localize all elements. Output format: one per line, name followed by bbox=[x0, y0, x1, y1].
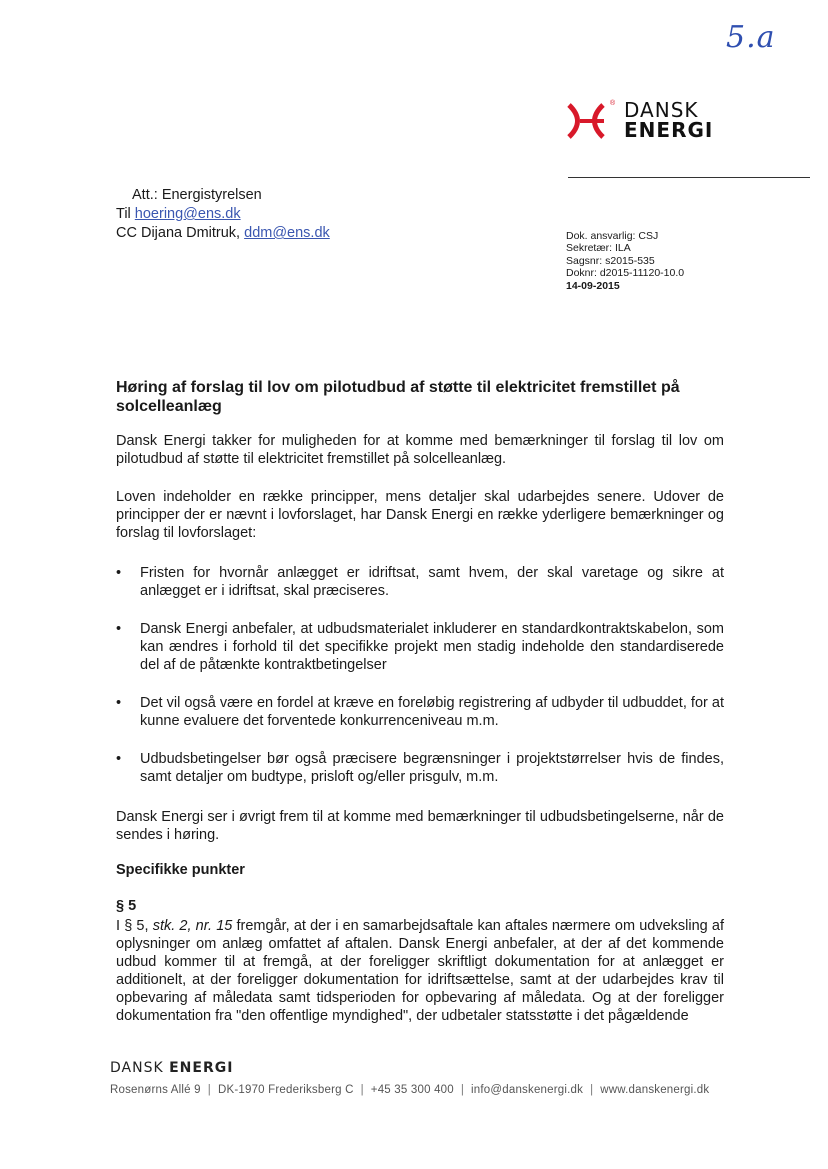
list-item bbox=[116, 564, 724, 600]
to-email-link[interactable]: hoering@ens.dk bbox=[134, 206, 241, 222]
to-label: Til bbox=[116, 206, 131, 222]
section-5-ref-prefix: I § 5, bbox=[116, 918, 153, 934]
list-item-text: Det vil også være en fordel at kræve en foreløbig registrering af udbyder til udbuddet, for at kunne evaluere det forventede konkurrenceniveau m.m. bbox=[140, 695, 724, 729]
bullet-icon: • bbox=[116, 565, 122, 581]
footer-web-link[interactable]: www.danskenergi.dk bbox=[600, 1084, 710, 1096]
list-item-text: Fristen for hvornår anlægget er idriftsat, samt hvem, der skal varetage og sikre at anlægget er i idriftsat, skal præciseres. bbox=[140, 565, 724, 599]
logo-text-line1: DANSK bbox=[624, 98, 699, 122]
footer-street: Rosenørns Allé 9 bbox=[110, 1084, 201, 1096]
dansk-energi-logo bbox=[566, 98, 716, 146]
logo-text-line2: ENERGI bbox=[624, 118, 714, 142]
section-5-ref-italic: stk. 2, nr. 15 bbox=[152, 918, 233, 934]
bullet-icon: • bbox=[116, 621, 122, 637]
principles-paragraph: Loven indeholder en række principper, mens detaljer skal udarbejdes senere. Udover de principper der er nævnt i lovforslaget, har Dansk Energi en række yderligere bemærkninger og forslag til lovforslaget: bbox=[116, 489, 724, 541]
footer-brand-bold: ENERGI bbox=[169, 1060, 234, 1076]
recommendation-list bbox=[116, 564, 724, 794]
footer-separator: | bbox=[460, 1084, 465, 1096]
footer-separator: | bbox=[360, 1084, 364, 1096]
footer-separator: | bbox=[207, 1084, 211, 1096]
specific-points-heading: Specifikke punkter bbox=[116, 862, 245, 878]
section-5-text: fremgår, at der i en samarbejdsaftale kan aftales nærmere om udveksling af oplysninger om anlæg omfattet af aftalen. Dansk Energi anbefaler, at der af det kommende udbud kommer til at fremgå, at der foreligger skriftligt dokumentation for at anlægget er additionelt, at der foreligger dokumentation for idriftsættelse, samt at der udarbejdes krav til opbevaring af måledata samt tidsperioden for opbevaring af måledata. Og at der foreligger dokumentation fra "den offentlige myndighed", der udbetaler statsstøtte i det pågældende bbox=[116, 918, 724, 1024]
handwritten-page-mark: 5.a bbox=[726, 20, 776, 55]
meta-responsible: Dok. ansvarlig: CSJ bbox=[566, 230, 659, 242]
intro-paragraph: Dansk Energi takker for muligheden for at komme med bemærkninger til forslag til lov om pilotudbud af støtte til elektricitet fremstillet på solcelleanlæg. bbox=[116, 433, 724, 467]
logo-mark-icon bbox=[566, 102, 606, 140]
header-rule bbox=[568, 177, 810, 178]
bullet-icon: • bbox=[116, 695, 122, 711]
attention-line: Att.: Energistyrelsen bbox=[132, 187, 262, 203]
cc-label: CC Dijana Dmitruk, bbox=[116, 225, 241, 241]
cc-email-link[interactable]: ddm@ens.dk bbox=[244, 225, 330, 241]
list-item bbox=[116, 694, 724, 730]
section-5-heading: § 5 bbox=[116, 898, 137, 914]
footer-brand-light: DANSK bbox=[110, 1060, 170, 1076]
closing-paragraph: Dansk Energi ser i øvrigt frem til at komme med bemærkninger til udbudsbetingelserne, når de sendes i høring. bbox=[116, 809, 724, 843]
meta-secretary: Sekretær: ILA bbox=[566, 242, 631, 255]
cc-line bbox=[116, 224, 330, 243]
list-item-text: Udbudsbetingelser bør også præcisere begrænsninger i projektstørrelser hvis de findes, samt detaljer om budtype, prisloft og/eller prisgulv, m.m. bbox=[140, 751, 724, 785]
footer-brand bbox=[110, 1060, 233, 1076]
to-line bbox=[116, 205, 330, 224]
document-title: Høring af forslag til lov om pilotudbud af støtte til elektricitet fremstillet på solcelleanlæg bbox=[116, 379, 680, 415]
meta-case-number: Sagsnr: s2015-535 bbox=[566, 254, 655, 267]
footer-phone: +45 35 300 400 bbox=[370, 1084, 454, 1096]
footer-contact-line bbox=[110, 1084, 709, 1096]
registered-mark: ® bbox=[610, 100, 616, 107]
section-5-paragraph bbox=[116, 917, 724, 1025]
footer-separator: | bbox=[590, 1084, 594, 1096]
recipient-block bbox=[116, 186, 330, 243]
footer-city: DK-1970 Frederiksberg C bbox=[217, 1084, 354, 1096]
meta-document-number: Doknr: d2015-11120-10.0 bbox=[566, 267, 685, 280]
list-item-text: Dansk Energi anbefaler, at udbudsmaterialet inkluderer en standardkontraktskabelon, som kan ændres i forhold til det specifikke projekt men stadig indeholde den standardiserede del af de påtænkte kontraktbetingelser bbox=[140, 621, 724, 673]
meta-date: 14-09-2015 bbox=[566, 279, 620, 292]
document-metadata bbox=[566, 230, 684, 292]
list-item bbox=[116, 620, 724, 674]
footer-email-link[interactable]: info@danskenergi.dk bbox=[471, 1084, 584, 1096]
list-item bbox=[116, 750, 724, 786]
bullet-icon: • bbox=[116, 751, 122, 767]
